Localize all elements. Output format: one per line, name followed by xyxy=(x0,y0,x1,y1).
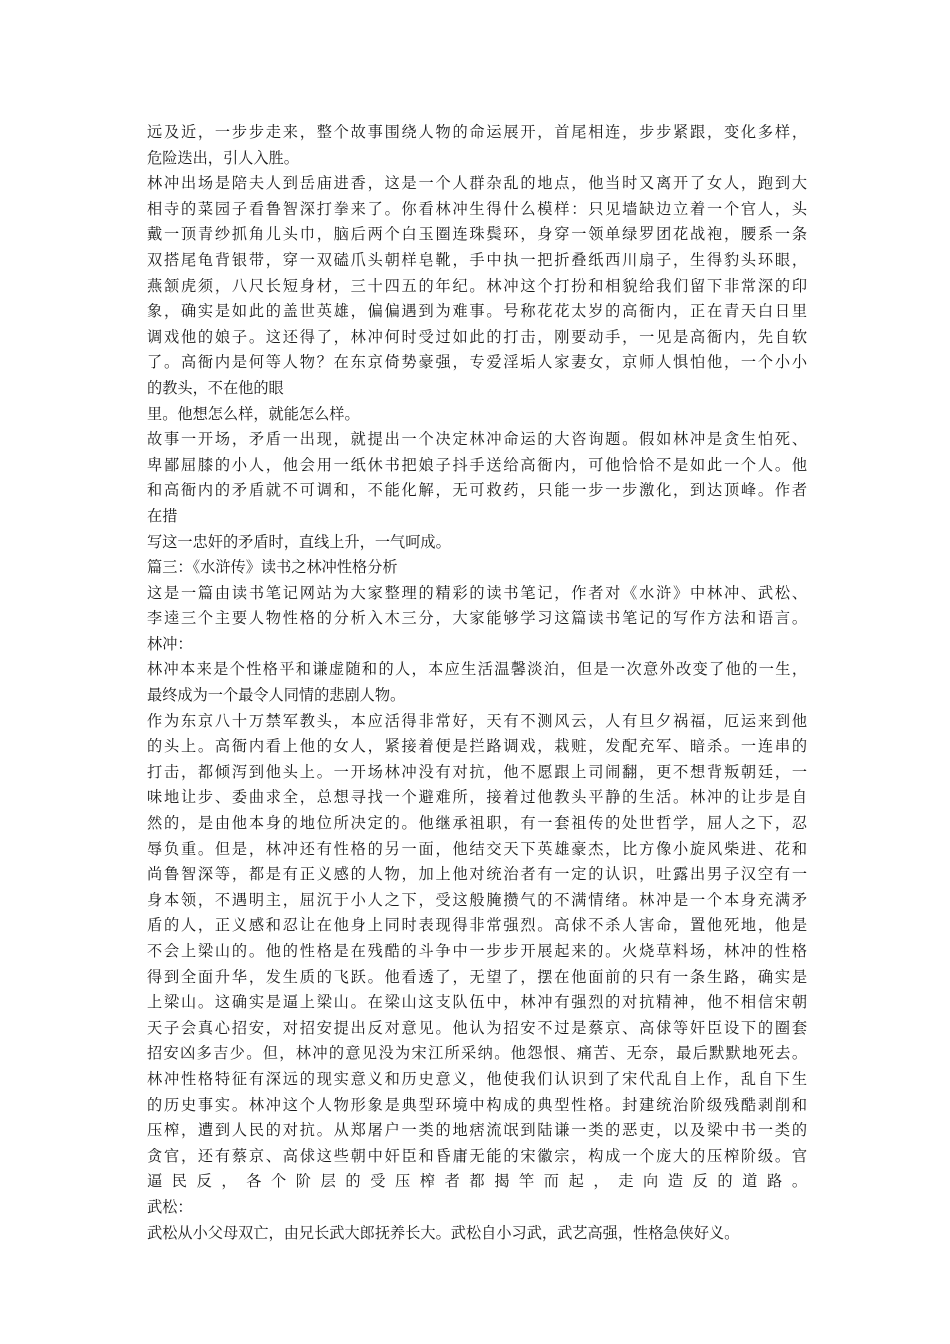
text-line: 戴一顶青纱抓角儿头巾，脑后两个白玉圈连珠鬓环，身穿一领单绿罗团花战袍，腰系一条 xyxy=(147,225,807,244)
text-line: 卑鄙屈膝的小人，他会用一纸休书把娘子抖手送给高衙内，可他恰恰不是如此一个人。他 xyxy=(147,455,807,474)
text-line: 压榨，遭到人民的对抗。从郑屠户一类的地痞流氓到陆谦一类的恶吏，以及梁中书一类的 xyxy=(147,1121,807,1140)
text-line: 武松从小父母双亡，由兄长武大郎抚养长大。武松自小习武，武艺高强，性格急侠好义。 xyxy=(147,1223,740,1242)
text-line: 在措 xyxy=(147,506,178,525)
text-line: 故事一开场，矛盾一出现，就提出一个决定林冲命运的大咨询题。假如林冲是贪生怕死、 xyxy=(147,430,807,449)
text-line: 李逵三个主要人物性格的分析入木三分，大家能够学习这篇读书笔记的写作方法和语言。 xyxy=(147,609,807,628)
text-line: 上梁山。这确实是逼上梁山。在梁山这支队伍中，林冲有强烈的对抗精神，他不相信宋朝 xyxy=(147,993,807,1012)
text-line: 作为东京八十万禁军教头，本应活得非常好，天有不测风云，人有旦夕祸福，厄运来到他 xyxy=(147,711,807,730)
text-line: 里。他想怎么样，就能怎么样。 xyxy=(147,404,360,423)
text-line: 武松： xyxy=(147,1197,193,1216)
text-line: 燕颔虎须，八尺长短身材，三十四五的年纪。林冲这个打扮和相貌给我们留下非常深的印 xyxy=(147,276,807,295)
text-line: 最终成为一个最令人同情的悲剧人物。 xyxy=(147,686,406,705)
text-line: 得到全面升华，发生质的飞跃。他看透了，无望了，摆在他面前的只有一条生路，确实是 xyxy=(147,967,807,986)
text-line: 林冲： xyxy=(147,634,193,653)
text-line: 写这一忠奸的矛盾时，直线上升，一气呵成。 xyxy=(147,532,451,551)
text-line: 这是一篇由读书笔记网站为大家整理的精彩的读书笔记，作者对《水浒》中林冲、武松、 xyxy=(147,583,807,602)
text-line: 林冲性格特征有深远的现实意义和历史意义，他使我们认识到了宋代乱自上作，乱自下生 xyxy=(147,1069,807,1088)
text-line: 的教头，不在他的眼 xyxy=(147,378,284,397)
text-line: 林冲出场是陪夫人到岳庙进香，这是一个人群杂乱的地点，他当时又离开了女人，跑到大 xyxy=(147,174,807,193)
text-line: 象，确实是如此的盖世英雄，偏偏遇到为难事。号称花花太岁的高衙内，正在青天白日里 xyxy=(147,302,807,321)
text-line: 和高衙内的矛盾就不可调和，不能化解，无可救药，只能一步一步激化，到达顶峰。作者 xyxy=(147,481,807,500)
text-line: 打击，都倾泻到他头上。一开场林冲没有对抗，他不愿跟上司闹翻，更不想背叛朝廷，一 xyxy=(147,762,807,781)
document-body xyxy=(147,120,807,1246)
text-line: 的历史事实。林冲这个人物形象是典型环境中构成的典型性格。封建统治阶级残酷剥削和 xyxy=(147,1095,807,1114)
text-line: 双搭尾龟背银带，穿一双磕爪头朝样皂靴，手中执一把折叠纸西川扇子，生得豹头环眼， xyxy=(147,250,807,269)
text-line: 贪官，还有蔡京、高俅这些朝中奸臣和昏庸无能的宋徽宗，构成一个庞大的压榨阶级。官 xyxy=(147,1146,807,1165)
text-line: 远及近，一步步走来，整个故事围绕人物的命运展开，首尾相连，步步紧跟，变化多样， xyxy=(147,123,807,141)
text-line: 相寺的菜园子看鲁智深打拳来了。你看林冲生得什么模样：只见墙缺边立着一个官人，头 xyxy=(147,199,807,218)
text-line: 辱负重。但是，林冲还有性格的另一面，他结交天下英雄豪杰，比方像小旋风柴进、花和 xyxy=(147,839,807,858)
text-line: 林冲本来是个性格平和谦虚随和的人，本应生活温馨淡泊，但是一次意外改变了他的一生， xyxy=(147,660,807,679)
text-line: 招安凶多吉少。但，林冲的意见没为宋江所采纳。他怨恨、痛苦、无奈，最后默默地死去。 xyxy=(147,1044,807,1063)
text-line: 天子会真心招安，对招安提出反对意见。他认为招安不过是蔡京、高俅等奸臣设下的圈套 xyxy=(147,1018,807,1037)
text-line: 篇三：《水浒传》读书之林冲性格分析 xyxy=(147,558,398,577)
text-line: 盾的人，正义感和忍让在他身上同时表现得非常强烈。高俅不杀人害命，置他死地，他是 xyxy=(147,916,807,935)
text-line: 调戏他的娘子。这还得了，林冲何时受过如此的打击，刚要动手，一见是高衙内，先自软 xyxy=(147,327,807,346)
text-line: 危险迭出，引人入胜。 xyxy=(147,148,299,167)
text-line: 逼民反，各个阶层的受压榨者都揭竿而起，走向造反的道路。 xyxy=(147,1172,807,1191)
text-line: 不会上梁山的。他的性格是在残酷的斗争中一步步开展起来的。火烧草料场，林冲的性格 xyxy=(147,942,807,960)
text-line: 尚鲁智深等，都是有正义感的人物，加上他对统治者有一定的认识，吐露出男子汉空有一 xyxy=(147,865,807,884)
text-line: 味地让步、委曲求全，总想寻找一个避难所，接着过他教头平静的生活。林冲的让步是自 xyxy=(147,788,807,807)
text-line: 身本领，不遇明主，屈沉于小人之下，受这般腌攒气的不满情绪。林冲是一个本身充满矛 xyxy=(147,890,807,909)
text-line: 了。高衙内是何等人物？在东京倚势豪强，专爱淫垢人家妻女，京师人惧怕他，一个小小 xyxy=(147,353,807,372)
text-line: 的头上。高衙内看上他的女人，紧接着便是拦路调戏，栽赃，发配充军、暗杀。一连串的 xyxy=(147,737,807,756)
text-line: 然的，是由他本身的地位所决定的。他继承祖职，有一套祖传的处世哲学，屈人之下，忍 xyxy=(147,814,807,833)
